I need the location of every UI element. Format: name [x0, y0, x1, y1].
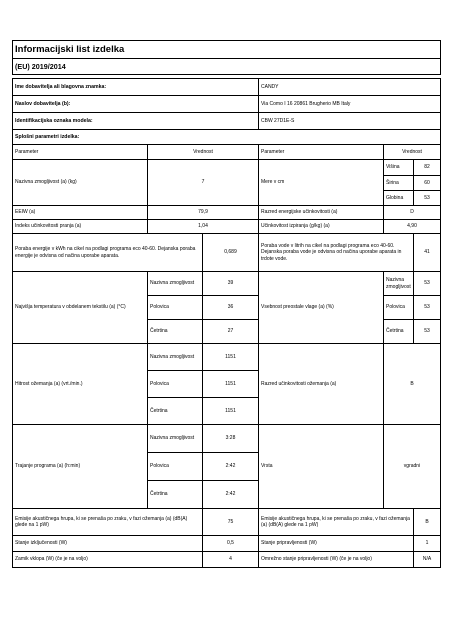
noise-class-label: Emisije akustičnega hrupa, ki se prenaša po zraku, v fazi ožemanja (a) (dB(A) glede na 1 pW): [259, 509, 414, 536]
network-standby-label: Omrežno stanje pripravljenosti (W) (če je na voljo): [259, 552, 414, 568]
brand-value: CANDY: [259, 79, 441, 96]
rated-capacity-label: Nazivna zmogljivost: [148, 425, 203, 453]
eei-value: 79,9: [148, 206, 259, 220]
col-param-header: Parameter: [13, 145, 148, 160]
network-standby-value: N/A: [414, 552, 441, 568]
wash-index-value: 1,04: [148, 220, 259, 234]
capacity-label: Nazivna zmogljivost (a) (kg): [13, 160, 148, 206]
half-label: Polovica: [148, 453, 203, 481]
half-label: Polovica: [148, 371, 203, 398]
duration-half-value: 2:42: [203, 453, 259, 481]
height-label: Višina: [384, 160, 414, 176]
depth-value: 53: [414, 191, 441, 206]
height-value: 82: [414, 160, 441, 176]
eei-label: EEIW (a): [13, 206, 148, 220]
off-mode-label: Stanje izključenosti (W): [13, 536, 203, 552]
rinse-value: 4,90: [384, 220, 441, 234]
moist-half-value: 53: [414, 296, 441, 320]
noise-class-value: B: [414, 509, 441, 536]
duration-label: Trajanje programa (a) (h:min): [13, 425, 148, 509]
general-params-label: Splošni parametri izdelka:: [13, 130, 441, 145]
water-consumption-label: Poraba vode v litrih na cikel na podlagi programa eco 40-60. Dejanska poraba vode je odvisna od načina uporabe aparata in trdote vode.: [259, 234, 414, 272]
temp-quarter-value: 27: [203, 320, 259, 344]
col-param-header-2: Parameter: [259, 145, 384, 160]
spin-speed-label: Hitrost ožemanja (a) (vrt./min.): [13, 344, 148, 425]
energy-class-value: D: [384, 206, 441, 220]
duration-rated-value: 3:28: [203, 425, 259, 453]
product-information-sheet: [12, 40, 440, 568]
brand-label: Ime dobavitelja ali blagovna znamka:: [13, 79, 259, 96]
moist-quarter-value: 53: [414, 320, 441, 344]
quarter-label: Četrtina: [148, 398, 203, 425]
noise-value: 75: [203, 509, 259, 536]
energy-consumption-label: Poraba energije v kWh na cikel na podlagi programa eco 40-60. Dejanska poraba energije je odvisna od načina uporabe aparata.: [13, 234, 203, 272]
delay-start-value: 4: [203, 552, 259, 568]
rated-capacity-label: Nazivna zmogljivost: [384, 272, 414, 296]
temp-rated-value: 39: [203, 272, 259, 296]
quarter-label: Četrtina: [148, 481, 203, 509]
speed-half-value: 1151: [203, 371, 259, 398]
col-value-header-2: Vrednost: [384, 145, 441, 160]
address-value: Via Como I 16 20861 Brugherio MB Italy: [259, 96, 441, 113]
off-mode-value: 0,5: [203, 536, 259, 552]
speed-quarter-value: 1151: [203, 398, 259, 425]
noise-label: Emisije akustičnega hrupa, ki se prenaša po zraku, v fazi ožemanja (a) (dB(A) glede na 1 pW): [13, 509, 203, 536]
regulation-ref: (EU) 2019/2014: [13, 59, 441, 75]
energy-consumption-value: 0,689: [203, 234, 259, 272]
speed-rated-value: 1151: [203, 344, 259, 371]
sheet-title: Informacijski list izdelka: [13, 41, 441, 59]
width-label: Širina: [384, 176, 414, 191]
rated-capacity-label: Nazivna zmogljivost: [148, 344, 203, 371]
model-label: Identifikacijska oznaka modela:: [13, 113, 259, 130]
moisture-label: Vsebnost preostale vlage (a) (%): [259, 272, 384, 344]
energy-class-label: Razred energijske učinkovitosti (a): [259, 206, 384, 220]
spin-class-label: Razred učinkovitosti ožemanja (a): [259, 344, 384, 425]
model-value: CBW 27D1E-S: [259, 113, 441, 130]
type-value: vgradni: [384, 425, 441, 509]
delay-start-label: Zamik vklopa (W) (če je na voljo): [13, 552, 203, 568]
water-consumption-value: 41: [414, 234, 441, 272]
moist-rated-value: 53: [414, 272, 441, 296]
max-temp-label: Najvišja temperatura v obdelanem tekstilu (a) (°C): [13, 272, 148, 344]
duration-quarter-value: 2:42: [203, 481, 259, 509]
rinse-label: Učinkovitost izpiranja (g/kg) (a): [259, 220, 384, 234]
half-label: Polovica: [148, 296, 203, 320]
standby-label: Stanje pripravljenosti (W): [259, 536, 414, 552]
wash-index-label: Indeks učinkovitosti pranja (a): [13, 220, 148, 234]
capacity-value: 7: [148, 160, 259, 206]
temp-half-value: 36: [203, 296, 259, 320]
type-label: Vrsta: [259, 425, 384, 509]
info-table: [12, 40, 441, 568]
spin-class-value: B: [384, 344, 441, 425]
rated-capacity-label: Nazivna zmogljivost: [148, 272, 203, 296]
quarter-label: Četrtina: [384, 320, 414, 344]
half-label: Polovica: [384, 296, 414, 320]
standby-value: 1: [414, 536, 441, 552]
quarter-label: Četrtina: [148, 320, 203, 344]
depth-label: Globina: [384, 191, 414, 206]
col-value-header: Vrednost: [148, 145, 259, 160]
width-value: 60: [414, 176, 441, 191]
dims-label: Mere v cm: [259, 160, 384, 206]
address-label: Naslov dobavitelja (b):: [13, 96, 259, 113]
